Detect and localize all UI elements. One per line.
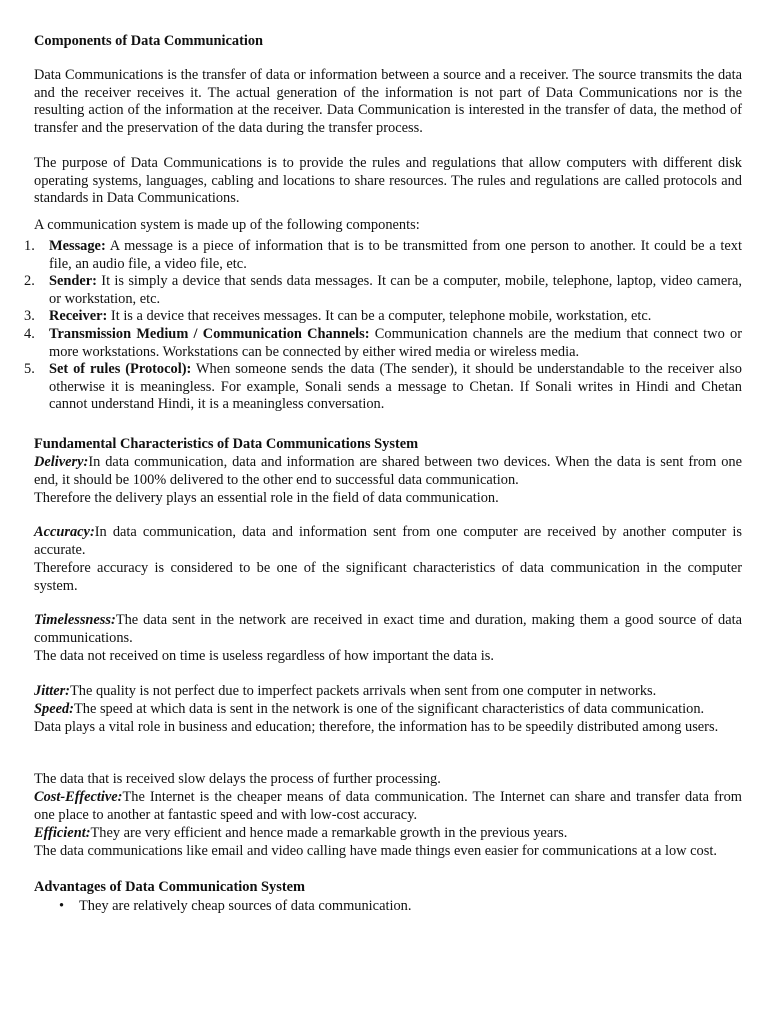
list-term: Sender: <box>49 273 97 290</box>
efficient-term: Efficient: <box>34 825 91 841</box>
list-item <box>0 326 742 361</box>
components-intro: A communication system is made up of the following components: <box>34 217 420 233</box>
jitter-text: The quality is not perfect due to imperfect packets arrivals when sent from one computer in networks. <box>69 683 657 699</box>
list-number: 2. <box>24 273 35 290</box>
fundamentals-heading: Fundamental Characteristics of Data Communications System <box>34 436 419 452</box>
delivery-note: Therefore the delivery plays an essential role in the field of data communication. <box>34 490 499 506</box>
list-item <box>0 238 742 273</box>
list-text: It is a device that receives messages. It can be a computer, telephone mobile, workstation, etc. <box>107 308 652 325</box>
list-text: A message is a piece of information that is to be transmitted from one person to another. It could be a text file, an audio file, a video file, etc. <box>49 238 742 272</box>
advantages-heading: Advantages of Data Communication System <box>34 879 306 895</box>
list-number: 5. <box>24 361 35 378</box>
list-number: 4. <box>24 325 35 342</box>
delivery-paragraph <box>34 454 742 489</box>
list-text: Communication channels are the medium that connect two or more workstations. Workstations can be connected by either wired media or wireless media. <box>49 325 742 360</box>
components-list <box>0 238 742 414</box>
list-item <box>0 898 742 916</box>
delivery-text: In data communication, data and information are shared between two devices. When the data is sent from one end, it should be 100% delivered to the other end to successful data communication. <box>34 454 742 488</box>
cost-term: Cost-Effective: <box>34 789 123 805</box>
efficient-text: They are very efficient and hence made a remarkable growth in the previous years. <box>90 825 568 841</box>
accuracy-note: Therefore accuracy is considered to be one of the significant characteristics of data communication in the computer system. <box>34 560 742 594</box>
efficient-note: The data communications like email and video calling have made things even easier for communications at a low cost. <box>34 843 717 859</box>
cost-text: The Internet is the cheaper means of data communication. The Internet can share and transfer data from one place to another at fantastic speed and with low-cost accuracy. <box>34 789 742 823</box>
timeliness-text: The data sent in the network are received in exact time and duration, making them a good source of data communications. <box>34 612 742 646</box>
accuracy-text: In data communication, data and information sent from one computer are received by another computer is accurate. <box>34 524 742 558</box>
advantages-list <box>0 898 742 916</box>
jitter-term: Jitter: <box>34 683 70 699</box>
timeliness-paragraph <box>34 612 742 647</box>
list-item <box>0 308 742 326</box>
components-paragraph-2: The purpose of Data Communications is to provide the rules and regulations that allow computers with different disk operating systems, languages, cabling and locations to share resources. The rules and regulations are called protocols and standards in Data Communications. <box>34 155 742 207</box>
advantage-text: They are relatively cheap sources of data communication. <box>79 898 412 914</box>
slow-note: The data that is received slow delays the process of further processing. <box>34 771 441 787</box>
timeliness-term: Timelessness: <box>34 612 116 628</box>
list-term: Transmission Medium / Communication Channels: <box>49 325 370 342</box>
jitter-paragraph <box>34 683 742 701</box>
list-term: Receiver: <box>49 308 108 325</box>
bullet-icon: • <box>59 898 65 914</box>
cost-paragraph <box>34 789 742 824</box>
list-number: 3. <box>24 308 35 325</box>
list-term: Message: <box>49 238 106 254</box>
list-term: Set of rules (Protocol): <box>49 361 192 378</box>
accuracy-paragraph <box>34 524 742 559</box>
speed-term: Speed: <box>34 701 74 717</box>
list-number: 1. <box>24 238 35 254</box>
list-item <box>0 273 742 308</box>
delivery-term: Delivery: <box>34 454 89 470</box>
components-paragraph-1: Data Communications is the transfer of data or information between a source and a receiver. The source transmits the data and the receiver receives it. The actual generation of the information is not part of Data Communications nor is the resulting action of the information at the receiver. Data Communication is interested in the transfer of data, the method of transfer and the preservation of the data during the transfer process. <box>34 67 742 136</box>
speed-text: The speed at which data is sent in the network is one of the significant characteristics of data communication. <box>73 701 705 717</box>
speed-note: Data plays a vital role in business and education; therefore, the information has to be speedily distributed among users. <box>34 719 719 735</box>
list-text: When someone sends the data (The sender), it should be understandable to the receiver also otherwise it is meaningless. For example, Sonali sends a message to Chetan. If Sonali writes in Hindi and Chetan cannot understand Hindi, it is a meaningless conversation. <box>49 361 742 413</box>
accuracy-term: Accuracy: <box>34 524 95 540</box>
timeliness-note: The data not received on time is useless regardless of how important the data is. <box>34 648 494 664</box>
components-heading: Components of Data Communication <box>34 33 264 49</box>
efficient-paragraph <box>34 825 742 843</box>
list-item <box>0 361 742 414</box>
speed-paragraph <box>34 701 742 719</box>
list-text: It is simply a device that sends data messages. It can be a computer, mobile, telephone, laptop, video camera, or workstation, etc. <box>49 273 742 307</box>
